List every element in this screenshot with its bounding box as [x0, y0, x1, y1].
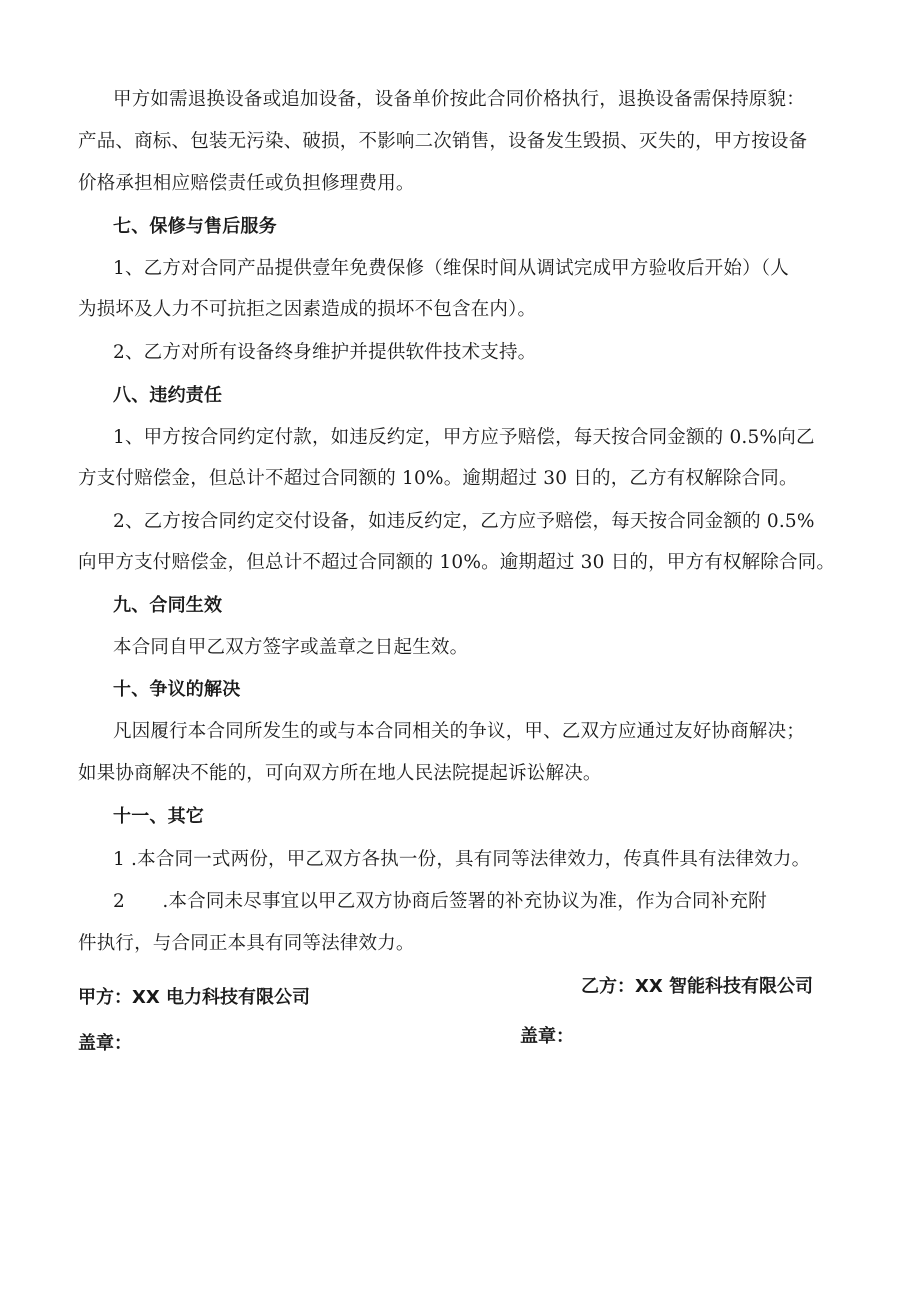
dispute-line: 如果协商解决不能的，可向双方所在地人民法院提起诉讼解决。	[78, 763, 602, 784]
effect-text: 本合同自甲乙双方签字或盖章之日起生效。	[113, 637, 469, 658]
breach-item-2-line: 向甲方支付赔偿金，但总计不超过合同额的 10%。逾期超过 30 日的，甲方有权解除合同。	[78, 552, 836, 573]
party-b-name: 乙方：XX 智能科技有限公司	[581, 976, 814, 997]
other-item-2-line: 件执行，与合同正本具有同等法律效力。	[78, 933, 415, 954]
return-paragraph-line: 甲方如需退换设备或追加设备，设备单价按此合同价格执行，退换设备需保持原貌：	[113, 89, 805, 110]
section-heading-breach: 八、违约责任	[113, 385, 223, 406]
return-paragraph-line: 价格承担相应赔偿责任或负担修理费用。	[78, 173, 415, 194]
breach-item-2-line: 2、乙方按合同约定交付设备，如违反约定，乙方应予赔偿，每天按合同金额的 0.5%	[113, 511, 815, 532]
section-heading-other: 十一、其它	[113, 806, 204, 827]
warranty-item-1-line: 1、乙方对合同产品提供壹年免费保修（维保时间从调试完成甲方验收后开始）（人	[113, 258, 789, 279]
section-heading-dispute: 十、争议的解决	[113, 679, 241, 700]
section-heading-warranty: 七、保修与售后服务	[113, 216, 277, 237]
other-item-2-line: 2 .本合同未尽事宜以甲乙双方协商后签署的补充协议为准，作为合同补充附	[113, 891, 767, 912]
return-paragraph-line: 产品、商标、包装无污染、破损，不影响二次销售，设备发生毁损、灭失的，甲方按设备	[78, 131, 808, 152]
breach-item-1-line: 1、甲方按合同约定付款，如违反约定，甲方应予赔偿，每天按合同金额的 0.5%向乙	[113, 427, 815, 448]
other-item-1: 1 .本合同一式两份，甲乙双方各执一份，具有同等法律效力，传真件具有法律效力。	[113, 849, 811, 870]
breach-item-1-line: 方支付赔偿金，但总计不超过合同额的 10%。逾期超过 30 日的，乙方有权解除合同。	[78, 468, 798, 489]
party-a-seal-label: 盖章：	[78, 1033, 132, 1054]
dispute-line: 凡因履行本合同所发生的或与本合同相关的争议，甲、乙双方应通过友好协商解决；	[113, 721, 805, 742]
warranty-item-1-line: 为损坏及人力不可抗拒之因素造成的损坏不包含在内）。	[78, 299, 537, 320]
party-a-name: 甲方：XX 电力科技有限公司	[78, 987, 311, 1008]
warranty-item-2: 2、乙方对所有设备终身维护并提供软件技术支持。	[113, 342, 537, 363]
party-b-seal-label: 盖章：	[520, 1026, 574, 1047]
section-heading-effect: 九、合同生效	[113, 595, 223, 616]
